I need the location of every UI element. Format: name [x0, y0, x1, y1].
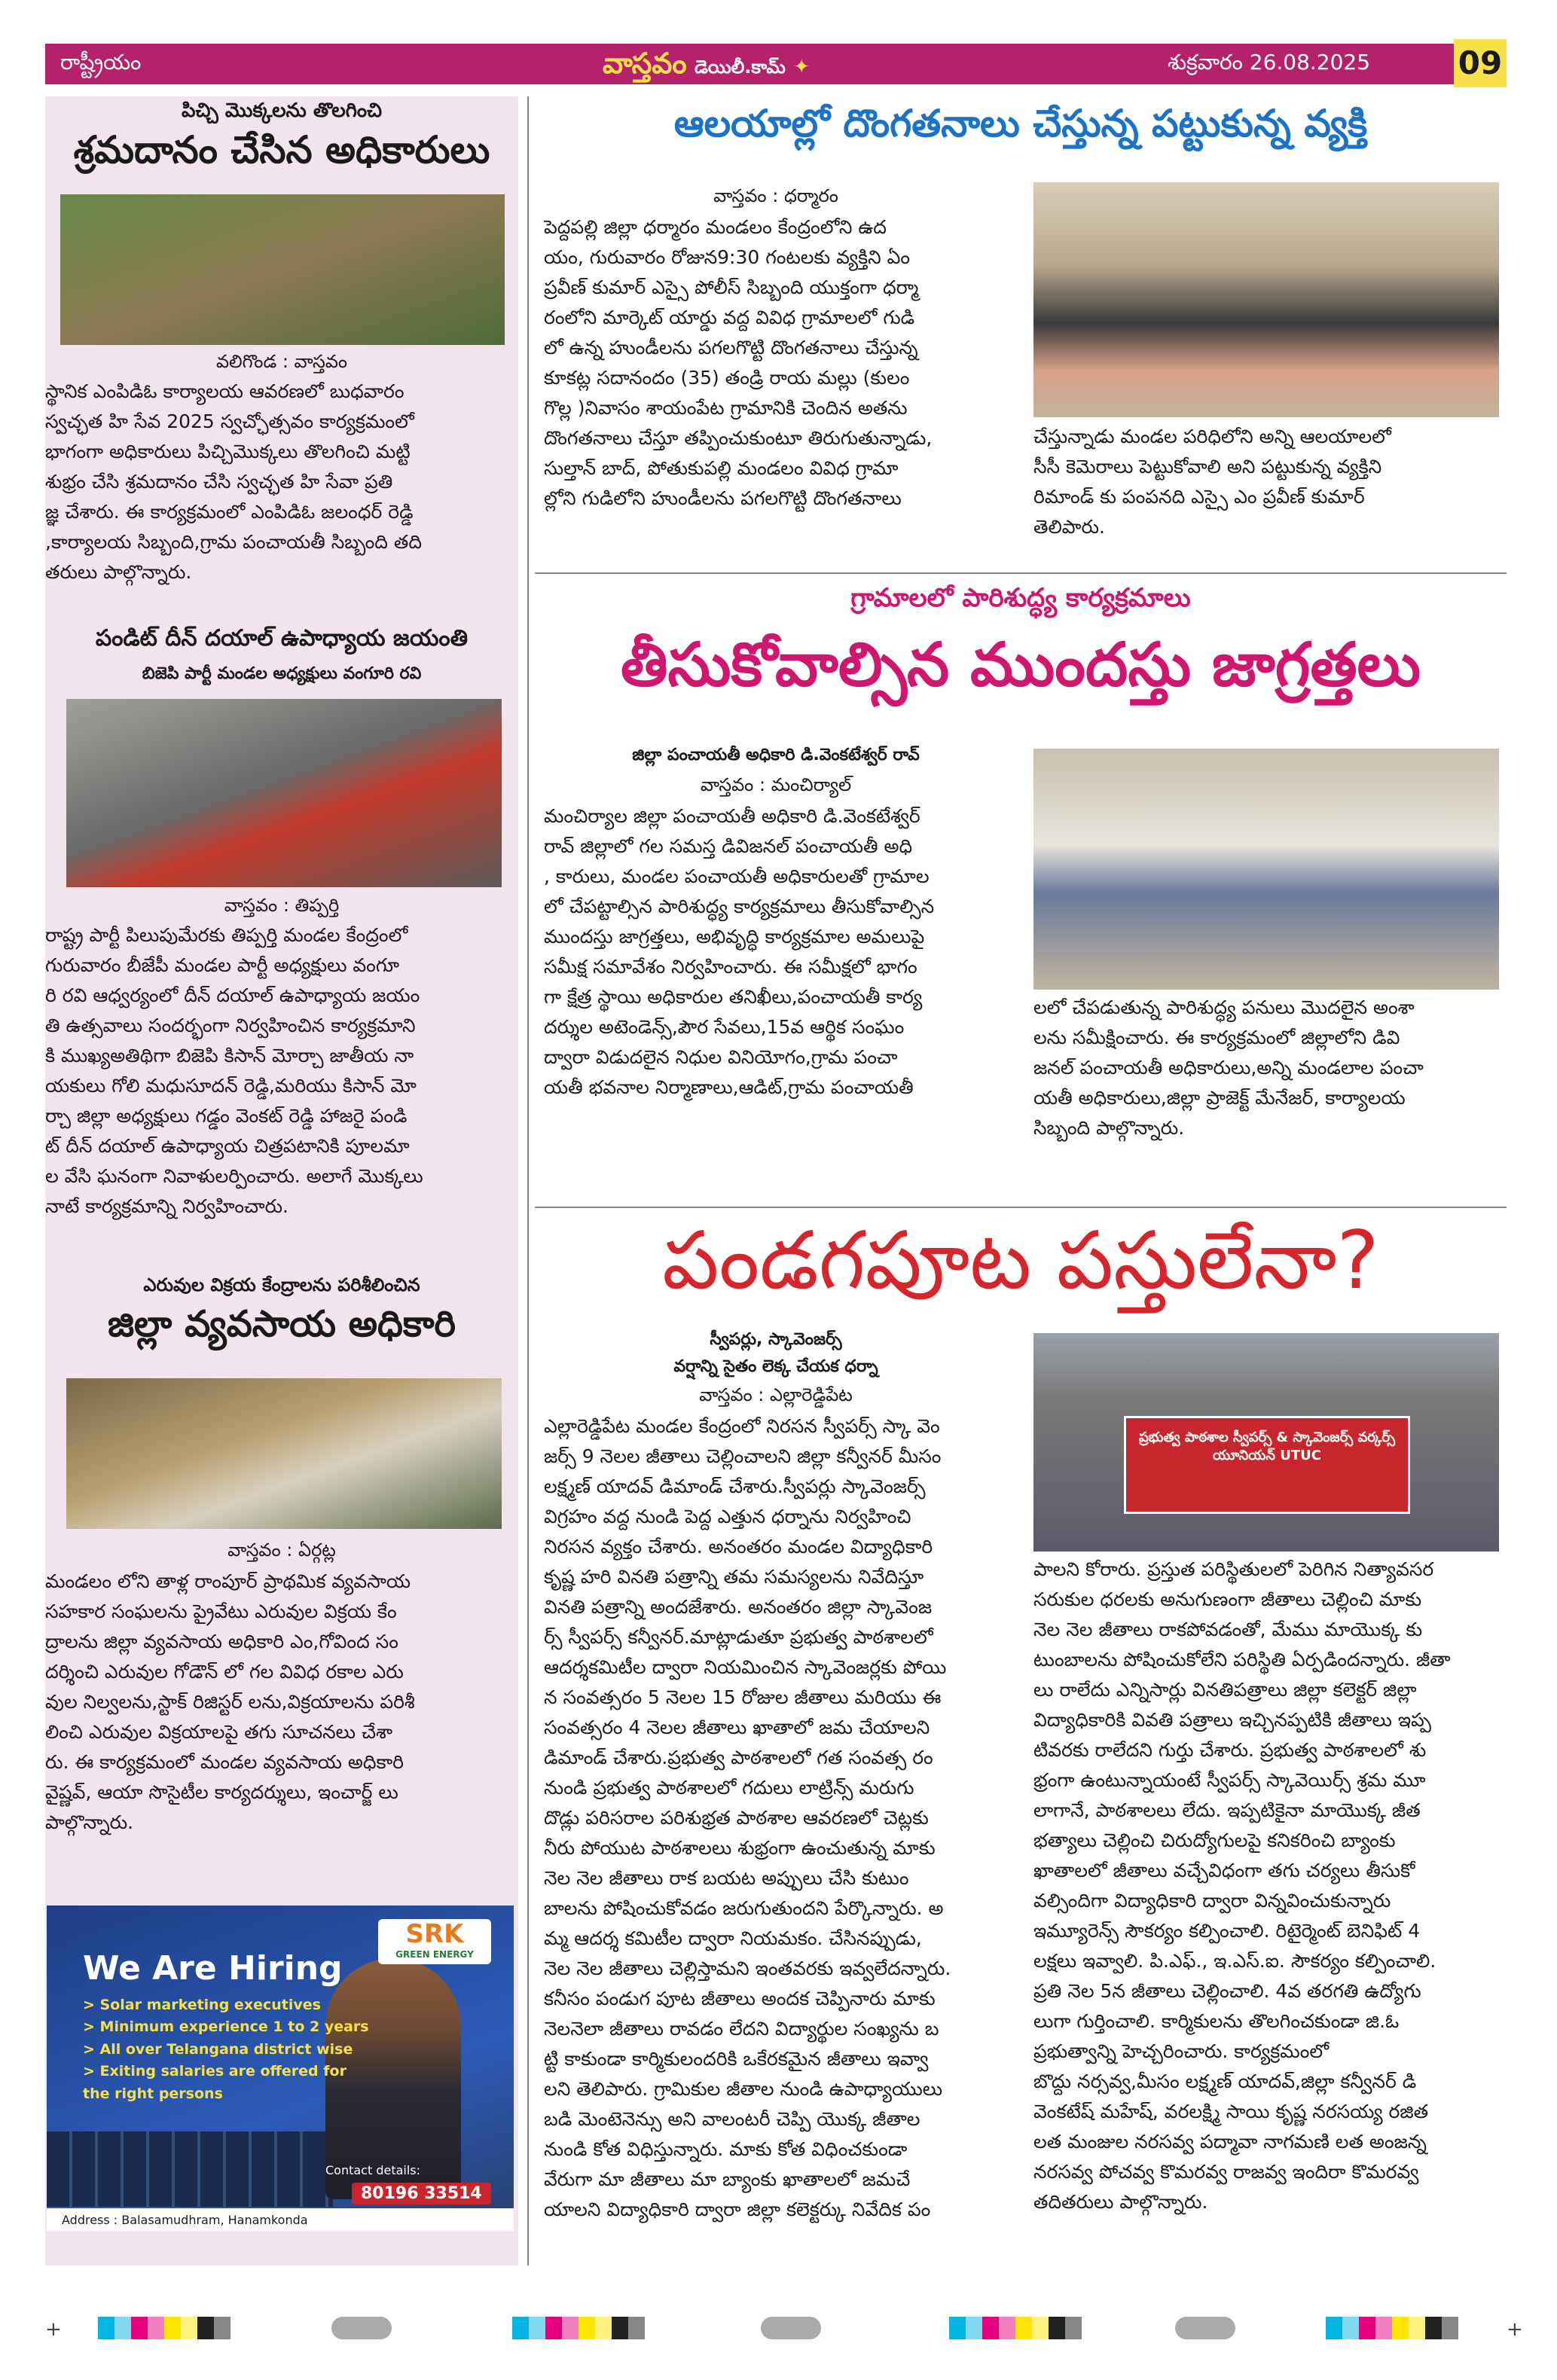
ad-address: Address : Balasamudhram, Hanamkonda: [47, 2208, 514, 2231]
right-story2-dateline: వాస్తవం : మంచిర్యాల్: [700, 774, 852, 795]
right-story2-headline: తీసుకోవాల్సిన ముందస్తు జాగ్రత్తలు: [620, 630, 1421, 700]
body-line: విగ్రహం వద్ద నుండి పెద్ద ఎత్తున ధర్నాను నిర్వహించి: [544, 1506, 911, 1527]
body-line: భాగంగా అధికారులు పిచ్చిమొక్కలు తొలగించి మట్టి: [45, 441, 411, 462]
cyan-swatch: [98, 2317, 114, 2339]
ad-list: [83, 1994, 369, 2105]
grey-pill: [331, 2317, 392, 2339]
yellow-swatch: [579, 2317, 595, 2339]
right-story1-headline: ఆలయాల్లో దొంగతనాలు చేస్తున్న పట్టుకున్న వ్యక్తి: [673, 102, 1368, 145]
body-line: లను సమీక్షించారు. ఈ కార్యక్రమంలో జిల్లాలోని డివి: [1033, 1027, 1400, 1048]
grey-swatch: [1065, 2317, 1082, 2339]
body-line: సమీక్ష సమావేశం నిర్వహించారు. ఈ సమీక్షలో భాగం: [544, 956, 917, 978]
cyan-swatch: [1342, 2317, 1359, 2339]
body-line: ద్వారా విడుదలైన నిధుల వినియోగం,గ్రామ పంచా: [544, 1046, 898, 1068]
right-story3-photo: [1033, 1333, 1499, 1552]
left-story1-body: [45, 377, 512, 587]
cyan-swatch: [949, 2317, 966, 2339]
ad-contact-label: Contact details:: [325, 2163, 421, 2177]
body-line: రాష్ట్ర పార్టీ పిలుపుమేరకు తిప్పర్తి మండల కేంద్రంలో: [45, 924, 408, 946]
body-line: వెంకటేష్ మహేష్, వరలక్ష్మి సాయి కృష్ణ నరసయ్య రజిత: [1033, 2101, 1429, 2122]
body-line: మంచిర్యాల జిల్లా పంచాయతీ అధికారి డి.వెంకటేశ్వర్: [544, 805, 920, 827]
body-line: లత మంజుల నరసవ్వ పద్మావా నాగమణి లత అంజన్న: [1033, 2131, 1427, 2153]
color-bar: [949, 2317, 1100, 2339]
magenta-swatch: [999, 2317, 1015, 2339]
body-line: కూకట్ల సదానందం (35) తండ్రి రాయ మల్లు (కులం: [544, 367, 910, 389]
brand-name: వాస్తవం: [603, 47, 687, 80]
body-line: లించి ఎరువుల విక్రయాలపై తగు సూచనలు చేశా: [45, 1721, 393, 1743]
body-line: సుల్తాన్ బాద్, పోతుకుపల్లి మండలం వివిధ గ్రామా: [544, 457, 899, 479]
color-bar: [512, 2317, 663, 2339]
left-story3-body: [45, 1567, 512, 1838]
right-story3-headline: పండగపూట పస్తులేనా?: [662, 1214, 1379, 1307]
magenta-swatch: [1375, 2317, 1392, 2339]
body-line: బాలను పోషించుకోవడం జరుగుతుందని పేర్కొన్నారు. అ: [544, 1897, 944, 1919]
ad-item: > Solar marketing executives: [83, 1997, 321, 2013]
magenta-swatch: [1359, 2317, 1375, 2339]
right-story2-body: [544, 801, 1026, 1103]
srk-logo: SRK GREEN ENERGY: [378, 1919, 491, 1964]
yellow-swatch: [595, 2317, 612, 2339]
body-line: నెల నెల జీతాలు రాకపోవడంతో, మేము మాయొక్క కు: [1033, 1619, 1423, 1640]
body-line: జ్ఞ చేశారు. ఈ కార్యక్రమంలో ఎంపిడిఓ జలంధర్ రెడ్డి: [45, 501, 414, 523]
body-line: భత్యాలు చెల్లించి చిరుద్యోగులపై కనికరించి బ్యాంకు: [1033, 1829, 1396, 1851]
body-line: రి రవి ఆధ్వర్యంలో దీన్ దయాల్ ఉపాధ్యాయ జయం: [45, 984, 420, 1006]
grey-swatch: [214, 2317, 230, 2339]
grey-pill: [1175, 2317, 1235, 2339]
body-line: ద్రాలను జిల్లా వ్యవసాయ అధికారి ఎం,గోవింద సం: [45, 1631, 398, 1652]
right-story2-kicker: గ్రామాలలో పారిశుద్ధ్య కార్యక్రమాలు: [850, 583, 1191, 613]
body-line: వల్సిందిగా విద్యాధికారి ద్వారా విన్నవించుకున్నారు: [1033, 1890, 1391, 1912]
magenta-swatch: [131, 2317, 148, 2339]
left-story2-body: [45, 920, 512, 1222]
body-line: ముందస్తు జాగ్రత్తలు, అభివృద్ధి కార్యక్రమాల అమలుపై: [544, 926, 925, 947]
body-line: గా క్షేత్ర స్థాయి అధికారుల తనిఖీలు,పంచాయతీ కార్య: [544, 986, 923, 1008]
body-line: కృష్ణ హరి వినతి పత్రాన్ని తమ సమస్యలను నివేదిస్తూ: [544, 1566, 924, 1588]
body-line: దర్శుల అటెండెన్స్,పౌర సేవలు,15వ ఆర్థిక సంఘం: [544, 1016, 905, 1038]
body-line: సంవత్సరం 4 నెలల జీతాలు ఖాతాలో జమ చేయాలని: [544, 1716, 930, 1738]
magenta-swatch: [148, 2317, 164, 2339]
left-story1-dateline: వలిగొండ : వాస్తవం: [215, 351, 348, 372]
solar-panels-graphic: [47, 2131, 333, 2207]
body-line: ప్రవీణ్ కుమార్ ఎస్సై పోలీస్ సిబ్బంది యుక్తంగా ధర్మా: [544, 276, 919, 298]
body-line: ప్రతి నెల 5న జీతాలు చెల్లించాలి. 4వ తరగతి ఉద్యోగు: [1033, 1980, 1421, 2002]
body-line: విద్యాధికారికి వివతి పత్రాలు ఇచ్చినప్పటికి జీతాలు ఇప్ప: [1033, 1709, 1431, 1731]
page-date: శుక్రవారం 26.08.2025: [1168, 50, 1371, 75]
left-story1-kicker: పిచ్చి మొక్కలను తొలగించి: [181, 99, 382, 122]
yellow-swatch: [164, 2317, 181, 2339]
body-line: ల వేసి ఘనంగా నివాళులర్పించారు. అలాగే మొక్కలు: [45, 1165, 423, 1187]
body-line: నరసవ్వ పోచవ్వ కొమరవ్వ రాజవ్వ ఇందిరా కొమరవ్వ: [1033, 2161, 1419, 2183]
left-story2-dateline: వాస్తవం : తిప్పర్తి: [224, 895, 340, 916]
body-line: నెలనెలా జీతాలు రావడం లేదని విద్యార్థుల సంఖ్యను బ: [544, 2018, 939, 2040]
body-line: కనీసం పండుగ పూట జీతాలు అందక చెప్పినారు మాకు: [544, 1988, 936, 2009]
right-story1-photo: [1033, 182, 1499, 417]
body-line: రావ్ జిల్లాలో గల సమస్త డివిజనల్ పంచాయతీ అధి: [544, 835, 913, 857]
color-bar: [1326, 2317, 1476, 2339]
section-label: రాష్ట్రీయం: [60, 50, 142, 75]
body-line: ర్చా జిల్లా అధ్యక్షులు గడ్డం వెంకట్ రెడ్డి హాజరై పండి: [45, 1105, 408, 1127]
body-line: తదితరులు పాల్గొన్నారు.: [1033, 2191, 1208, 2213]
body-line: ఇమ్యూరెన్స్ సౌకర్యం కల్పించాలి. రిటైర్మెంట్ బెనిఫిట్ 4: [1033, 1920, 1421, 1942]
body-line: వినతి పత్రాన్ని అందజేశారు. అనంతరం జిల్లా స్కావెంజ: [544, 1596, 933, 1618]
body-line: సిబ్బంది పాల్గొన్నారు.: [1033, 1117, 1185, 1139]
body-line: దొడ్లు పరిసరాల పరిశుభ్రత పాఠశాల ఆవరణలో చెట్లకు: [544, 1807, 929, 1829]
body-line: గురువారం బీజేపీ మండల పార్టీ అధ్యక్షులు వంగూ: [45, 954, 400, 976]
body-line: స్వచ్ఛత హి సేవ 2025 స్వచ్ఛోత్సవం కార్యక్రమంలో: [45, 410, 414, 432]
body-line: నీరు పోయుట పాఠశాలలు శుభ్రంగా ఉంచుతున్న మాకు: [544, 1837, 936, 1859]
body-line: దర్శించి ఎరువుల గోడౌన్ లో గల వివిధ రకాల ఎరు: [45, 1661, 404, 1683]
body-line: ,కార్యాలయ సిబ్బంది,గ్రామ పంచాయతీ సిబ్బంది తది: [45, 531, 422, 553]
body-line: న సంవత్సరం 5 నెలల 15 రోజుల జీతాలు మరియు ఈ: [544, 1686, 942, 1708]
left-story2-headline: పండిట్ దీన్ దయాల్ ఉపాధ్యాయ జయంతి: [95, 625, 469, 651]
left-story1-headline: శ్రమదానం చేసిన అధికారులు: [73, 128, 490, 172]
page-number: 09: [1454, 39, 1507, 87]
column-divider: [527, 96, 529, 2266]
hiring-advertisement: [47, 1906, 514, 2231]
right-story1-body: [544, 212, 1026, 514]
left-story3-photo: [66, 1378, 502, 1529]
yellow-swatch: [1392, 2317, 1409, 2339]
ad-item: > All over Telangana district wise: [83, 2040, 353, 2058]
body-line: రిమాండ్ కు పంపనది ఎస్సై ఎం ప్రవీణ్ కుమార్: [1033, 486, 1365, 508]
right-story3-subhead: వర్షాన్ని సైతం లెక్క చేయక ధర్నా: [673, 1357, 878, 1376]
body-line: భ్రంగా ఉంటున్నాయంటే స్వీపర్స్ స్కావెయిర్స్ శ్రమ మూ: [1033, 1769, 1426, 1791]
body-line: ఆదర్శకమిటీల ద్వారా నియమించిన స్కావెంజర్లకు పోయి: [544, 1656, 947, 1678]
yellow-swatch: [1409, 2317, 1425, 2339]
right-story2-photo: [1033, 749, 1499, 990]
body-line: తరులు పాల్గొన్నారు.: [45, 561, 192, 583]
body-line: లక్షలు ఇవ్వాలి. పి.ఎఫ్., ఇ.ఎస్.ఐ. సౌకర్యం కల్పించాలి.: [1033, 1950, 1436, 1972]
right-story3-kicker: స్వీపర్లు, స్కావెంజర్స్: [710, 1330, 842, 1349]
ad-item: > Minimum experience 1 to 2 years: [83, 2018, 369, 2036]
body-line: ఎల్లారెడ్డిపేట మండల కేంద్రంలో నిరసన స్వీపర్స్ స్కా వెం: [544, 1415, 940, 1437]
body-line: లాగానే, పాఠశాలలు లేదు. ఇప్పటికైనా మాయొక్క జీత: [1033, 1799, 1421, 1821]
body-line: ర్స్ స్వీపర్స్ కన్వీనర్.మాట్లాడుతూ ప్రభుత్వ పాఠశాలలో: [544, 1626, 933, 1648]
body-line: , కారులు, మండల పంచాయతీ అధికారులతో గ్రామాల: [544, 865, 930, 887]
cyan-swatch: [1326, 2317, 1342, 2339]
right-story2-subhead: జిల్లా పంచాయతీ అధికారి డి.వెంకటేశ్వర్ రావ్: [632, 746, 920, 764]
ad-item: > Exiting salaries are offered for the right persons: [83, 2063, 347, 2102]
body-line: రంలోని మార్కెట్ యార్డు వద్ద వివిధ గ్రామాలలో గుడి: [544, 307, 915, 328]
body-line: యతీ అధికారులు,జిల్లా ప్రాజెక్ట్ మేనేజర్, కార్యాలయ: [1033, 1087, 1406, 1109]
right-story2-body-right: [1033, 993, 1499, 1143]
magenta-swatch: [545, 2317, 562, 2339]
body-line: నిరసన వ్యక్తం చేశారు. అనంతరం మండల విద్యాధికారి: [544, 1536, 933, 1558]
left-story2-subhead: బిజెపి పార్టీ మండల అధ్యక్షులు వంగూరి రవి: [142, 664, 422, 683]
black-swatch: [1425, 2317, 1442, 2339]
yellow-swatch: [181, 2317, 197, 2339]
body-line: జర్స్ 9 నెలల జీతాలు చెల్లించాలని జిల్లా కన్వీనర్ మీసం: [544, 1445, 942, 1467]
body-line: తి ఉత్సవాలు సందర్భంగా నిర్వహించిన కార్యక్రమాని: [45, 1015, 416, 1036]
body-line: లక్ష్మణ్ యాదవ్ డిమాండ్ చేశారు.స్వీపర్లు స్కావెంజర్స్: [544, 1475, 926, 1497]
ad-title: We Are Hiring: [83, 1949, 343, 1988]
body-line: యతీ భవనాల నిర్మాణాలు,ఆడిట్,గ్రామ పంచాయతీ: [544, 1076, 914, 1098]
body-line: లో చేపట్టాల్సిన పారిశుద్ధ్య కార్యక్రమాలు తీసుకోవాల్సిన: [544, 896, 935, 917]
body-line: ఖాతాలలో జీతాలు వచ్చేవిధంగా తగు చర్యలు తీసుకో: [1033, 1860, 1415, 1881]
left-story3-kicker: ఎరువుల విక్రయ కేంద్రాలను పరిశీలించిన: [143, 1274, 420, 1295]
body-line: మ్మ ఆదర్శ కమిటీల ద్వారా నియమకం. చేసినప్పుడు,: [544, 1927, 922, 1949]
protest-banner: ప్రభుత్వ పాఠశాల స్వీపర్స్ & స్కావెంజర్స్ వర్కర్స్ యూనియన్ UTUC: [1124, 1416, 1410, 1514]
section-divider: [535, 1207, 1507, 1208]
body-line: పెద్దపల్లి జిల్లా ధర్మారం మండలం కేంద్రంలోని ఉద: [544, 216, 887, 238]
body-line: సరుకుల ధరలకు అనుగుణంగా జీతాలు చెల్లించి మాకు: [1033, 1588, 1422, 1610]
black-swatch: [1049, 2317, 1065, 2339]
body-line: వుల నిల్వలను,స్టాక్ రిజిస్టర్ లను,విక్రయాలను పరిశీ: [45, 1691, 415, 1713]
black-swatch: [612, 2317, 628, 2339]
body-line: బడి మెంటెనెన్సు అని వాలంటరీ చెప్పి యొక్క జీతాల: [544, 2108, 920, 2130]
body-line: లలో చేపడుతున్న పారిశుద్ధ్య పనులు మొదలైన అంశా: [1033, 996, 1415, 1018]
body-line: స్థానిక ఎంపిడిఓ కార్యాలయ ఆవరణలో బుధవారం: [45, 380, 405, 402]
yellow-swatch: [1015, 2317, 1032, 2339]
right-story3-body: [544, 1411, 1026, 2225]
body-line: దొంగతనాలు చేస్తూ తప్పించుకుంటూ తిరుగుతున్నాడు,: [544, 427, 933, 449]
body-line: వైష్ణవ్, ఆయా సొసైటీల కార్యదర్శులు, ఇంచార్జ్ లు: [45, 1781, 398, 1803]
body-line: లని తెలిపారు. గ్రామికుల జీతాల నుండి ఉపాధ్యాయులు: [544, 2078, 943, 2100]
body-line: ప్రభుత్వాన్ని హెచ్చరించారు. కార్యక్రమంలో: [1033, 2040, 1330, 2062]
body-line: యకులు గోలి మధుసూదన్ రెడ్డి,మరియు కిసాన్ మో: [45, 1075, 417, 1097]
ad-phone: 80196 33514: [352, 2183, 491, 2205]
body-line: నాటే కార్యక్రమాన్ని నిర్వహించారు.: [45, 1195, 289, 1217]
grey-pill: [761, 2317, 821, 2339]
body-line: తెలిపారు.: [1033, 516, 1105, 538]
body-line: టివరకు రాలేదని గుర్తు చేశారు. ప్రభుత్వ పాఠశాలలో శు: [1033, 1739, 1427, 1761]
body-line: పాలని కోరారు. ప్రస్తుత పరిస్థితులలో పెరిగిన నిత్యావసర: [1033, 1558, 1434, 1580]
cyan-swatch: [114, 2317, 131, 2339]
body-line: మండలం లోని తాళ్ల రాంపూర్ ప్రాథమిక వ్యవసాయ: [45, 1570, 411, 1592]
bird-icon: ✦: [793, 56, 810, 78]
left-story3-dateline: వాస్తవం : ఏర్గట్ల: [227, 1539, 336, 1561]
cyan-swatch: [512, 2317, 529, 2339]
color-bar: [98, 2317, 249, 2339]
body-line: గొల్ల )నివాసం శాయంపేట గ్రామానికి చెందిన అతను: [544, 397, 908, 419]
body-line: డిమాండ్ చేశారు.ప్రభుత్వ పాఠశాలలో గత సంవత్స రం: [544, 1747, 933, 1768]
body-line: కి ముఖ్యఅతిథిగా బిజెపి కిసాన్ మోర్చా జాతీయ నా: [45, 1045, 414, 1066]
cyan-swatch: [966, 2317, 982, 2339]
black-swatch: [197, 2317, 214, 2339]
body-line: సీసీ కెమెరాలు పెట్టుకోవాలి అని పట్టుకున్న వ్యక్తిని: [1033, 456, 1382, 478]
body-line: యాలని విద్యాధికారి ద్వారా జిల్లా కలెక్టర్కు నివేదిక పం: [544, 2198, 931, 2220]
left-story2-photo: [66, 699, 502, 887]
brand-sub: డెయిలీ.కామ్: [695, 56, 786, 78]
magenta-swatch: [562, 2317, 579, 2339]
body-line: నుండి కోత విధిస్తున్నారు. మాకు కోత విధించకుండా: [544, 2138, 908, 2160]
body-line: సహకార సంఘలను ప్రైవేటు ఎరువుల విక్రయ కేం: [45, 1600, 397, 1622]
right-story1-body-right: [1033, 422, 1499, 542]
body-line: బొద్దు నర్సవ్వ,మీసం లక్ష్మణ్ యాదవ్,జిల్లా కన్వీనర్ డి: [1033, 2070, 1417, 2092]
masthead: [45, 44, 1507, 84]
grey-swatch: [628, 2317, 645, 2339]
right-story3-body-right: [1033, 1555, 1499, 2217]
yellow-swatch: [1032, 2317, 1049, 2339]
body-line: జనల్ పంచాయతీ అధికారులు,అన్ని మండలాల పంచా: [1033, 1057, 1424, 1079]
body-line: వేరుగా మా జీతాలు మా బ్యాంకు ఖాతాలలో జమచే: [544, 2168, 911, 2190]
cyan-swatch: [529, 2317, 545, 2339]
body-line: రు. ఈ కార్యక్రమంలో మండల వ్యవసాయ అధికారి: [45, 1751, 405, 1773]
left-story1-photo: [60, 194, 505, 345]
left-story3-headline: జిల్లా వ్యవసాయ అధికారి: [107, 1303, 456, 1345]
body-line: పాల్గొన్నారు.: [45, 1811, 134, 1833]
body-line: లో ఉన్న హుండీలను పగలగొట్టి దొంగతనాలు చేస్తున్న: [544, 337, 918, 359]
body-line: ల్లోని గుడిలోని హుండీలను పగలగొట్టి దొంగతనాలు: [544, 487, 902, 509]
body-line: చేస్తున్నాడు మండల పరిధిలోని అన్ని ఆలయాలలో: [1033, 426, 1391, 447]
right-story3-dateline: వాస్తవం : ఎల్లారెడ్డిపేట: [699, 1384, 853, 1405]
body-line: టుంబాలను పోషించుకోలేని పరిస్థితి ఏర్పడిందన్నారు. జీతా: [1033, 1649, 1451, 1671]
grey-swatch: [1442, 2317, 1458, 2339]
registration-mark-icon: +: [45, 2318, 62, 2341]
body-line: శుభ్రం చేసి శ్రమదానం చేసి స్వచ్ఛత హి సేవా ప్రతి: [45, 471, 393, 493]
body-line: ట్ దీన్ దయాల్ ఉపాధ్యాయ చిత్రపటానికి పూలమా: [45, 1135, 410, 1157]
body-line: నెల నెల జీతాలు రాక బయట అప్పులు చేసి కుటుం: [544, 1867, 909, 1889]
right-story1-dateline: వాస్తవం : ధర్మారం: [713, 185, 838, 206]
section-divider: [535, 572, 1507, 574]
body-line: నుండి ప్రభుత్వ పాఠశాలలో గదులు లాట్రిన్స్ మరుగు: [544, 1777, 914, 1799]
body-line: లుగా గుర్తించాలి. కార్మికులను తొలగించకుండా జి.ఓ: [1033, 2010, 1400, 2032]
brand-logo: [603, 47, 810, 87]
body-line: లు రాలేదు ఎన్నిసార్లు వినతిపత్రాలు జిల్లా కలెక్టర్ జిల్లా: [1033, 1679, 1417, 1701]
body-line: నెల నెల జీతాలు చెల్లిస్తామని ఇంతవరకు ఇవ్వలేదన్నారు.: [544, 1957, 951, 1979]
body-line: యం, గురువారం రోజున9:30 గంటలకు వ్యక్తిని ఏం: [544, 246, 911, 268]
magenta-swatch: [982, 2317, 999, 2339]
body-line: ట్టి కాకుండా కార్మికులందరికి ఒకేరకమైన జీతాలు ఇవ్వా: [544, 2048, 929, 2070]
registration-mark-icon: +: [1507, 2318, 1523, 2341]
